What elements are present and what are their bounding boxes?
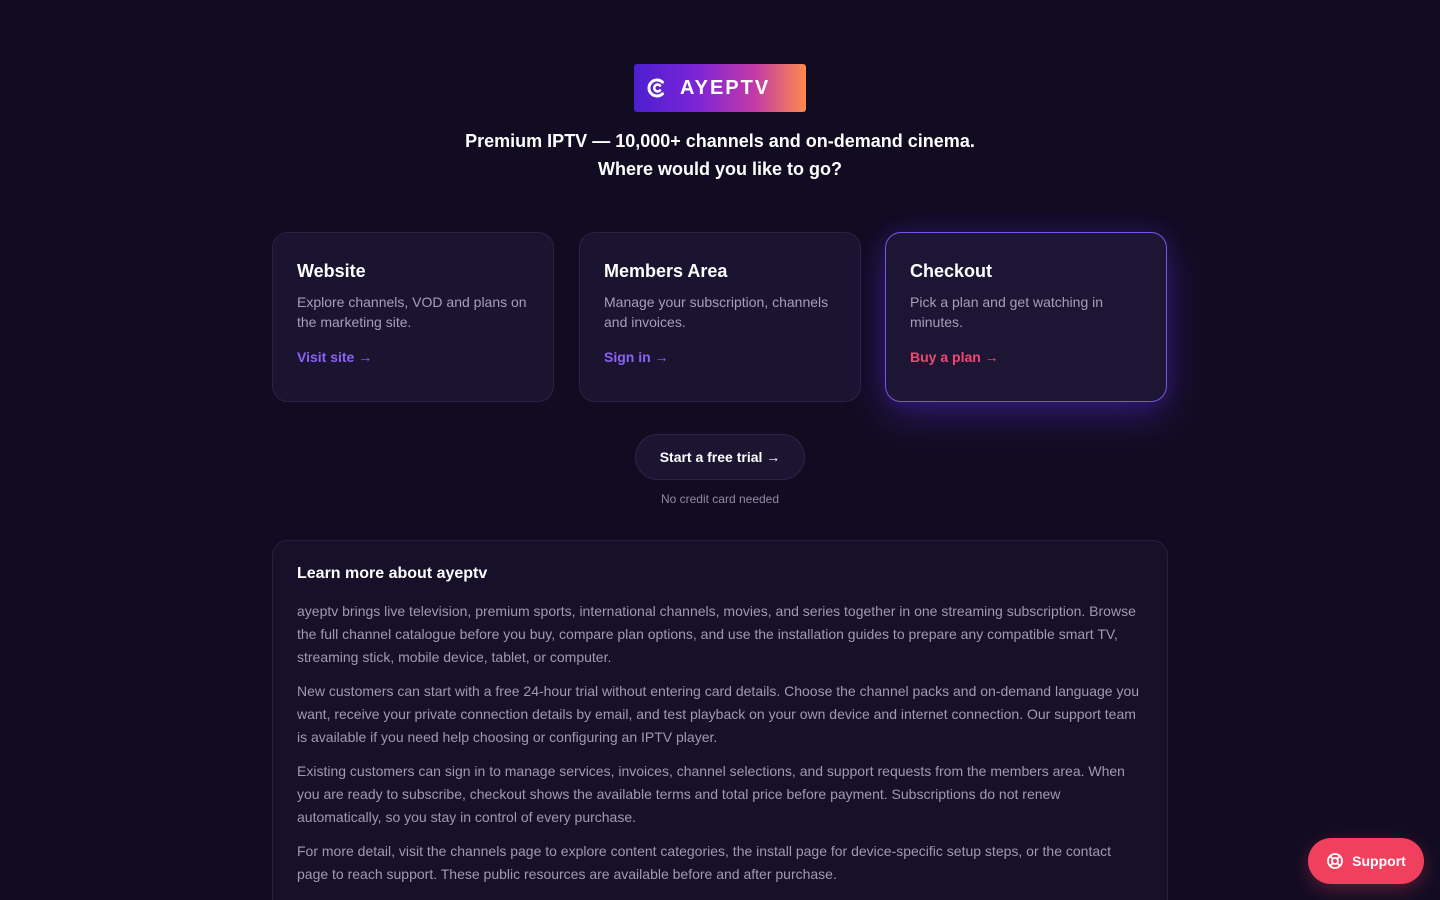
learn-more-paragraph: Existing customers can sign in to manage services, invoices, channel selections, and support requests from the members area. When you are ready to subscribe, checkout shows the available terms and total price before payment. Subscriptions do not renew automatically, so you stay in control of every purchase.	[297, 763, 1125, 825]
card-description: Manage your subscription, channels and invoices.	[604, 294, 829, 330]
card-checkout[interactable]	[885, 232, 1167, 402]
card-description: Pick a plan and get watching in minutes.	[910, 294, 1104, 330]
support-label: Support	[1352, 853, 1406, 869]
brand-name: AYEPTV	[680, 76, 771, 99]
buy-plan-link[interactable]: Buy a plan →	[910, 349, 999, 365]
card-members-area[interactable]	[579, 232, 861, 402]
card-title: Checkout	[910, 261, 993, 281]
trial-note: No credit card needed	[660, 492, 780, 506]
sign-in-link[interactable]: Sign in →	[604, 349, 669, 365]
learn-more-paragraph: ayeptv brings live television, premium sports, international channels, movies, and series together in one streaming subscription. Browse the full channel catalogue before you buy, compare plan options, and use the installation guides to prepare any compatible smart TV, streaming stick, mobile device, tablet, or computer.	[297, 603, 1136, 665]
start-free-trial-button[interactable]: Start a free trial →	[635, 434, 805, 480]
card-description: Explore channels, VOD and plans on the marketing site.	[297, 294, 527, 330]
card-title: Members Area	[604, 261, 728, 281]
card-website[interactable]	[272, 232, 554, 402]
visit-site-link[interactable]: Visit site →	[297, 349, 373, 365]
c-logo-icon	[646, 77, 668, 99]
hero-tagline: Premium IPTV — 10,000+ channels and on-demand cinema. Where would you like to go?	[465, 131, 975, 179]
learn-more-paragraph: For more detail, visit the channels page to explore content categories, the install page for device-specific setup steps, or the contact page to reach support. These public resources are available before and after purchase.	[297, 843, 1112, 882]
brand-logo[interactable]	[634, 64, 806, 112]
support-button[interactable]	[1308, 838, 1424, 884]
learn-more-title: Learn more about ayeptv	[297, 565, 488, 582]
learn-more-paragraph: New customers can start with a free 24-hour trial without entering card details. Choose the channel packs and on-demand language you want, receive your private connection details by email, and test playback on your own device and internet connection. Our support team is available if you need help choosing or configuring an IPTV player.	[297, 683, 1140, 745]
learn-more-section	[272, 540, 1168, 900]
card-title: Website	[297, 261, 366, 281]
lifebuoy-icon	[1326, 852, 1344, 870]
